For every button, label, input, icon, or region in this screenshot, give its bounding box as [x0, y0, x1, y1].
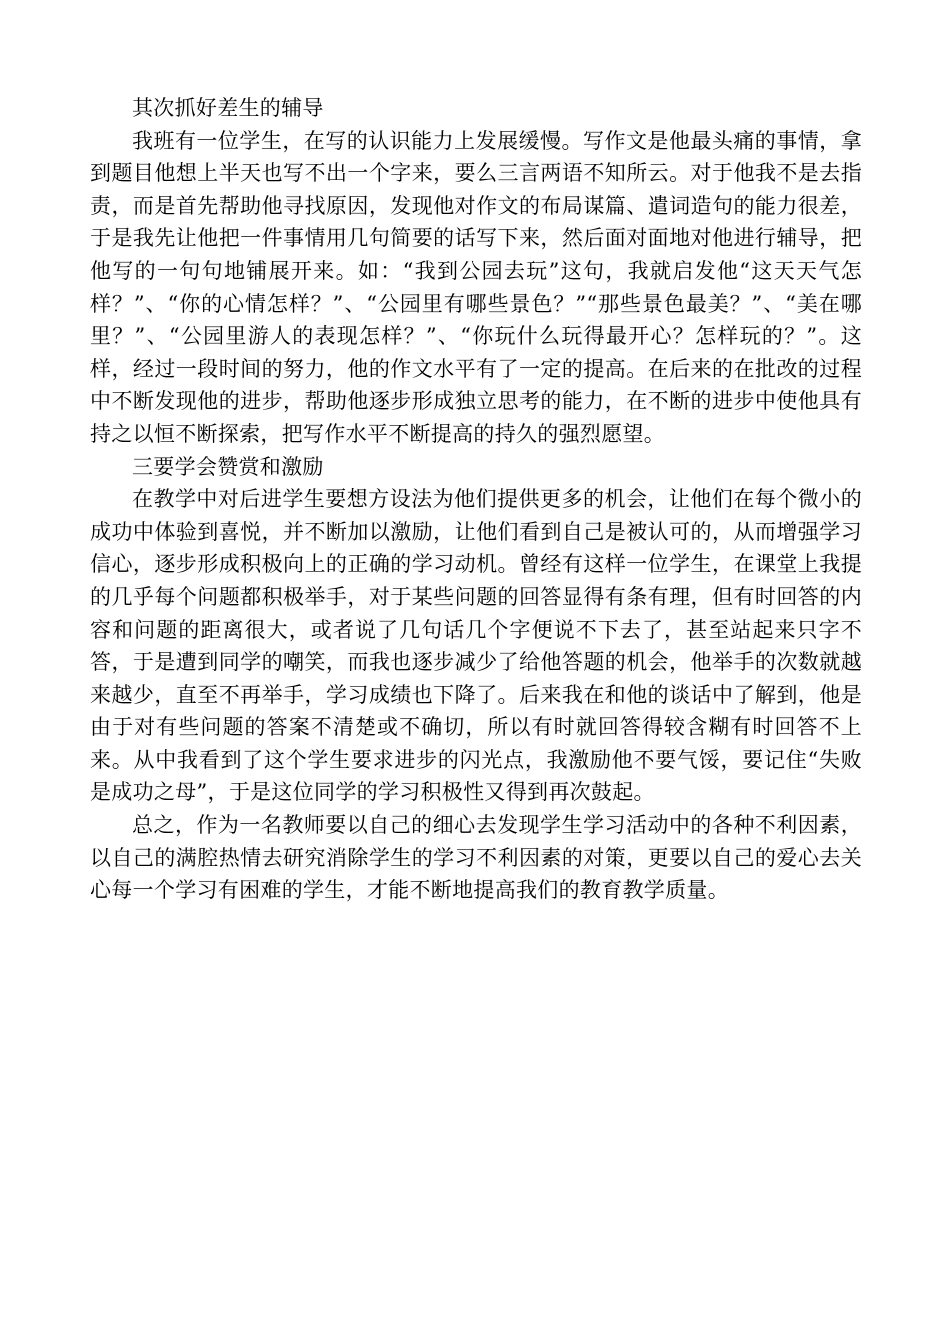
paragraph-conclusion: 总之，作为一名教师要以自己的细心去发现学生学习活动中的各种不利因素，以自己的满腔热情去研究消除学生的学习不利因素的对策，更要以自己的爱心去关心每一个学习有困难的学生，才能不断地提高我们的教育教学质量。 [90, 813, 862, 903]
section-heading-praise: 三要学会赞赏和激励 [132, 454, 324, 479]
section-heading-tutoring: 其次抓好差生的辅导 [132, 96, 324, 120]
paragraph-tutoring-example: 我班有一位学生，在写的认识能力上发展缓慢。写作文是他最头痛的事情，拿到题目他想上半天也写不出一个字来，要么三言两语不知所云。对于他我不是去指责，而是首先帮助他寻找原因，发现他对作文的布局谋篇、遣词造句的能力很差，于是我先让他把一件事情用几句简要的话写下来，然后面对面地对他进行辅导，把他写的一句句地铺展开来。如：“我到公园去玩”这句，我就启发他“这天天气怎样？”、“你的心情怎样？”、“公园里有哪些景色？”“那些景色最美？”、“美在哪里？”、“公园里游人的表现怎样？”、“你玩什么玩得最开心？怎样玩的？”。这样，经过一段时间的努力，他的作文水平有了一定的提高。在后来的在批改的过程中不断发现他的进步，帮助他逐步形成独立思考的能力，在不断的进步中使他具有持之以恒不断探索，把写作水平不断提高的持久的强烈愿望。 [90, 128, 862, 446]
paragraph-praise-example: 在教学中对后进学生要想方设法为他们提供更多的机会，让他们在每个微小的成功中体验到喜悦，并不断加以激励，让他们看到自己是被认可的，从而增强学习信心，逐步形成积极向上的正确的学习动机。曾经有这样一位学生，在课堂上我提的几乎每个问题都积极举手，对于某些问题的回答显得有条有理，但有时回答的内容和问题的距离很大，或者说了几句话几个字便说不下去了，甚至站起来只字不答，于是遭到同学的嘲笑，而我也逐步减少了给他答题的机会，他举手的次数就越来越少，直至不再举手，学习成绩也下降了。后来我在和他的谈话中了解到，他是由于对有些问题的答案不清楚或不确切，所以有时就回答得较含糊有时回答不上来。从中我看到了这个学生要求进步的闪光点，我激励他不要气馁，要记住“失败是成功之母”，于是这位同学的学习积极性又得到再次鼓起。 [90, 487, 862, 805]
document-page [90, 92, 862, 907]
